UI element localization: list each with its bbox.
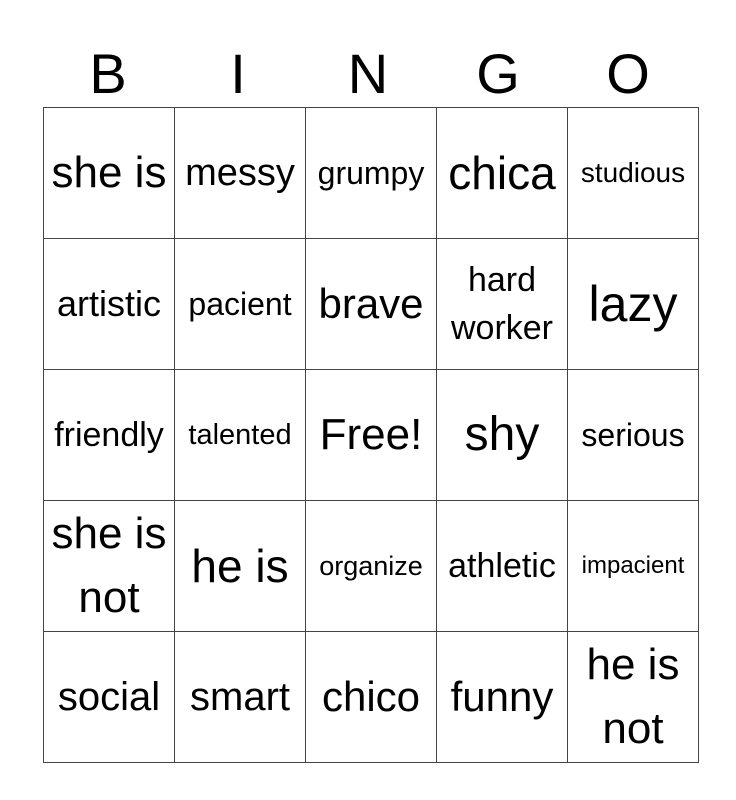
cell-text: messy	[185, 152, 295, 194]
bingo-row	[44, 501, 699, 632]
cell-text: she is	[51, 148, 167, 197]
bingo-cell	[437, 239, 568, 370]
bingo-row	[44, 108, 699, 239]
bingo-cell	[306, 632, 437, 763]
bingo-cell	[44, 239, 175, 370]
header-letter-b: B	[89, 42, 127, 105]
bingo-cell	[568, 108, 699, 239]
bingo-cell	[306, 370, 437, 501]
header-letter-o: O	[606, 42, 650, 105]
cell-text: hard worker	[450, 261, 554, 347]
bingo-cell	[44, 632, 175, 763]
cell-text: organize	[319, 551, 423, 581]
bingo-cell	[175, 632, 306, 763]
cell-text: shy	[464, 408, 540, 461]
header-letter-g: G	[476, 42, 520, 105]
cell-text: talented	[188, 419, 292, 451]
bingo-cell	[437, 501, 568, 632]
bingo-cell	[568, 239, 699, 370]
cell-text: lazy	[588, 276, 678, 332]
header-letter-i: I	[230, 42, 246, 105]
bingo-card	[43, 107, 699, 763]
bingo-cell	[175, 370, 306, 501]
cell-text: smart	[190, 675, 290, 719]
cell-text: social	[57, 675, 161, 719]
cell-text: he is	[191, 540, 289, 592]
cell-text: impacient	[581, 552, 685, 579]
cell-text: she is not	[51, 509, 167, 622]
cell-text: artistic	[56, 283, 161, 324]
bingo-cell	[568, 632, 699, 763]
bingo-cell	[175, 239, 306, 370]
bingo-cell	[175, 108, 306, 239]
cell-text: chica	[448, 147, 556, 199]
cell-text: grumpy	[317, 155, 425, 191]
cell-text: friendly	[54, 416, 164, 454]
bingo-cell	[568, 501, 699, 632]
cell-text: studious	[580, 157, 686, 188]
cell-text: brave	[318, 280, 424, 327]
cell-text: funny	[450, 673, 554, 720]
cell-text: serious	[581, 417, 685, 453]
bingo-row	[44, 370, 699, 501]
bingo-row	[44, 632, 699, 763]
cell-text: he is not	[586, 640, 680, 753]
bingo-cell	[437, 108, 568, 239]
bingo-cell	[306, 239, 437, 370]
bingo-cell	[44, 370, 175, 501]
bingo-cell	[306, 501, 437, 632]
bingo-cell	[437, 632, 568, 763]
bingo-cell	[44, 108, 175, 239]
bingo-cell	[44, 501, 175, 632]
header-letter-n: N	[347, 42, 389, 105]
cell-text: athletic	[448, 547, 556, 585]
cell-text: Free!	[319, 410, 423, 459]
cell-text: pacient	[188, 286, 292, 322]
bingo-cell	[306, 108, 437, 239]
bingo-cell	[437, 370, 568, 501]
bingo-cell	[175, 501, 306, 632]
bingo-header	[43, 40, 693, 108]
bingo-row	[44, 239, 699, 370]
bingo-cell	[568, 370, 699, 501]
cell-text: chico	[321, 673, 421, 720]
